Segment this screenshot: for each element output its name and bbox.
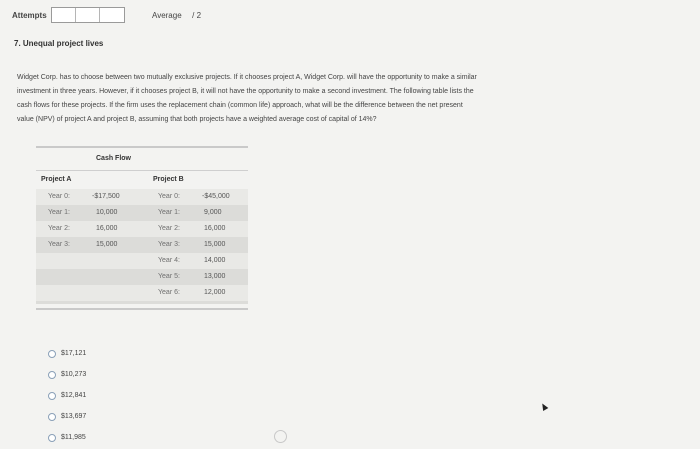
attempts-label: Attempts xyxy=(12,10,47,20)
circle-icon xyxy=(274,430,287,443)
attempt-boxes xyxy=(51,7,125,23)
table-row xyxy=(36,285,248,301)
prompt-line: cash flows for these projects. If the firm uses the replacement chain (common life) approach, what will be the difference between the net present xyxy=(17,102,463,109)
answer-options xyxy=(48,343,86,448)
answer-option-1[interactable] xyxy=(48,343,86,364)
attempts-indicator xyxy=(12,7,125,23)
project-a-value: 16,000 xyxy=(96,225,118,232)
project-b-value: 16,000 xyxy=(204,225,226,232)
table-row xyxy=(36,237,248,253)
prompt-line: Widget Corp. has to choose between two mutually exclusive projects. If it chooses project A, Widget Corp. will have the opportunity to make a similar xyxy=(17,74,477,81)
average-max: / 2 xyxy=(192,11,202,20)
project-b-year: Year 3: xyxy=(158,241,180,248)
prompt-line: value (NPV) of project A and project B, assuming that both projects have a weighted average cost of capital of 14%? xyxy=(17,116,377,123)
attempt-box xyxy=(100,8,124,22)
prompt-line: investment in three years. However, if it chooses project B, it will not have the opportunity to make a second investment. The following table lists the xyxy=(17,88,474,95)
option-label: $10,273 xyxy=(61,371,87,378)
radio-button[interactable] xyxy=(48,413,56,421)
option-label: $17,121 xyxy=(61,350,87,357)
project-b-value: 9,000 xyxy=(204,209,222,216)
project-a-value: -$17,500 xyxy=(92,193,120,200)
table-bottom-rule xyxy=(36,308,248,310)
average-label: Average xyxy=(152,11,182,20)
cash-flow-title: Cash Flow xyxy=(96,155,132,162)
project-a-header: Project A xyxy=(41,176,72,183)
question-prompt xyxy=(17,71,607,127)
project-a-year: Year 1: xyxy=(48,209,70,216)
average-score xyxy=(152,11,201,20)
project-a-year: Year 2: xyxy=(48,225,70,232)
option-label: $12,841 xyxy=(61,392,87,399)
project-b-year: Year 1: xyxy=(158,209,180,216)
option-label: $11,985 xyxy=(61,434,86,441)
project-b-year: Year 5: xyxy=(158,273,180,280)
question-title: 7. Unequal project lives xyxy=(14,39,104,48)
project-b-value: 15,000 xyxy=(204,241,226,248)
answer-option-4[interactable] xyxy=(48,406,86,427)
answer-option-5[interactable] xyxy=(48,427,86,448)
project-b-year: Year 6: xyxy=(158,289,180,296)
project-b-year: Year 0: xyxy=(158,193,180,200)
project-b-header: Project B xyxy=(153,176,184,183)
radio-button[interactable] xyxy=(48,371,56,379)
table-row xyxy=(36,269,248,285)
attempt-box xyxy=(76,8,100,22)
project-b-value: 14,000 xyxy=(204,257,226,264)
option-label: $13,697 xyxy=(61,413,87,420)
project-b-value: 13,000 xyxy=(204,273,226,280)
attempt-box xyxy=(52,8,76,22)
mouse-cursor-icon xyxy=(540,402,549,411)
cash-flow-header xyxy=(36,148,248,166)
answer-option-3[interactable] xyxy=(48,385,86,406)
project-b-year: Year 4: xyxy=(158,257,180,264)
radio-button[interactable] xyxy=(48,392,56,400)
radio-button[interactable] xyxy=(48,350,56,358)
answer-option-2[interactable] xyxy=(48,364,86,385)
project-a-year: Year 0: xyxy=(48,193,70,200)
table-row xyxy=(36,205,248,221)
project-b-year: Year 2: xyxy=(158,225,180,232)
table-row xyxy=(36,253,248,269)
project-header-row xyxy=(36,170,248,185)
radio-button[interactable] xyxy=(48,434,56,442)
project-a-value: 15,000 xyxy=(96,241,118,248)
table-bottom-band xyxy=(36,301,248,304)
cash-flow-table xyxy=(36,146,248,310)
table-row xyxy=(36,221,248,237)
project-b-value: -$45,000 xyxy=(202,193,230,200)
table-row xyxy=(36,189,248,205)
project-a-year: Year 3: xyxy=(48,241,70,248)
project-b-value: 12,000 xyxy=(204,289,226,296)
project-a-value: 10,000 xyxy=(96,209,118,216)
